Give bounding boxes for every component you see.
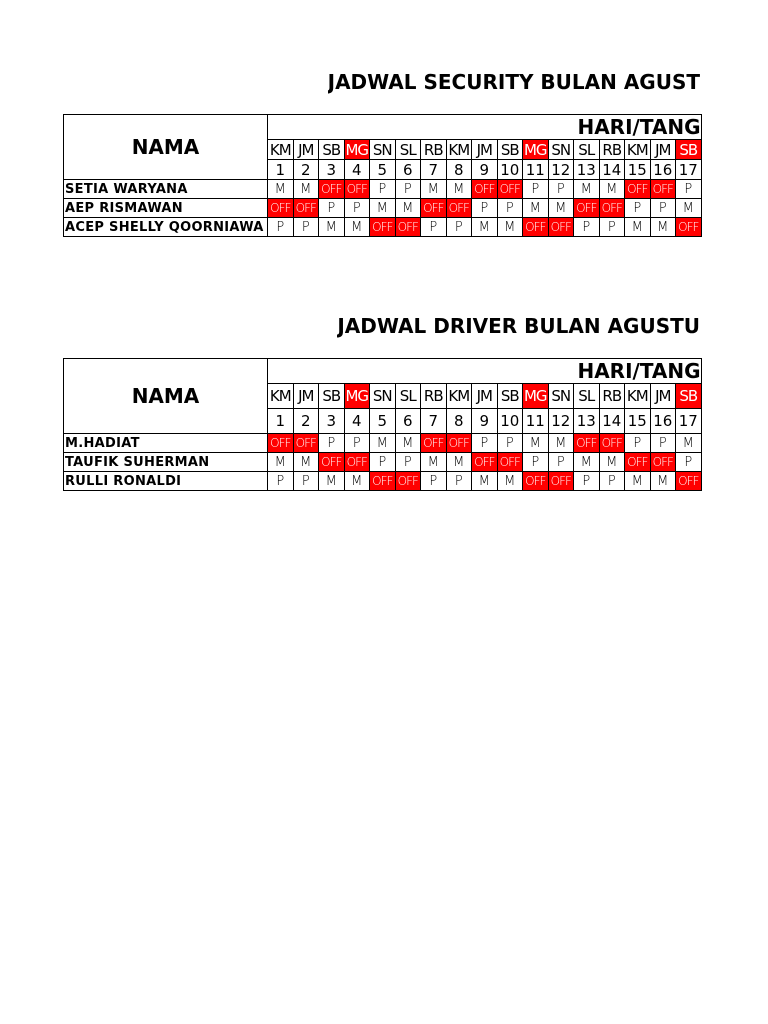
day-name-cell: SB (319, 140, 345, 160)
shift-cell: P (497, 199, 523, 218)
shift-cell: M (370, 434, 396, 453)
driver-schedule-title: JADWAL DRIVER BULAN AGUSTU (337, 314, 700, 338)
date-number-cell: 15 (625, 160, 651, 180)
date-number-cell: 1 (268, 409, 294, 434)
shift-cell: OFF (344, 453, 370, 472)
shift-cell: P (319, 199, 345, 218)
shift-cell: P (650, 199, 676, 218)
day-name-cell: SN (370, 140, 396, 160)
shift-cell: M (421, 180, 447, 199)
shift-cell: M (676, 199, 702, 218)
shift-cell: OFF (625, 180, 651, 199)
shift-cell: P (472, 434, 498, 453)
day-name-cell: JM (472, 140, 498, 160)
table-row (64, 199, 702, 218)
date-number-cell: 2 (293, 409, 319, 434)
shift-cell: OFF (446, 199, 472, 218)
date-number-cell: 5 (370, 409, 396, 434)
shift-cell: OFF (395, 472, 421, 491)
shift-cell: M (497, 218, 523, 237)
day-name-cell: KM (446, 384, 472, 409)
shift-cell: OFF (421, 434, 447, 453)
date-number-cell: 4 (344, 160, 370, 180)
date-number-cell: 16 (650, 409, 676, 434)
shift-cell: M (574, 180, 600, 199)
date-number-cell: 7 (421, 160, 447, 180)
shift-cell: M (268, 453, 294, 472)
staff-name-cell: RULLI RONALDI (64, 472, 268, 491)
shift-cell: OFF (344, 180, 370, 199)
shift-cell: P (344, 434, 370, 453)
shift-cell: OFF (472, 453, 498, 472)
shift-cell: OFF (446, 434, 472, 453)
date-number-cell: 11 (523, 409, 549, 434)
date-number-cell: 10 (497, 160, 523, 180)
shift-cell: OFF (599, 199, 625, 218)
date-number-cell: 14 (599, 160, 625, 180)
shift-cell: OFF (293, 199, 319, 218)
shift-cell: P (472, 199, 498, 218)
day-name-cell: JM (293, 140, 319, 160)
day-name-cell: SB (497, 384, 523, 409)
shift-cell: P (676, 453, 702, 472)
shift-cell: P (548, 180, 574, 199)
shift-cell: P (574, 218, 600, 237)
shift-cell: OFF (319, 180, 345, 199)
day-name-cell: SL (395, 384, 421, 409)
day-name-cell: JM (293, 384, 319, 409)
staff-name-cell: AEP RISMAWAN (64, 199, 268, 218)
staff-name-cell: SETIA WARYANA (64, 180, 268, 199)
nama-header: NAMA (64, 359, 268, 434)
shift-cell: P (599, 218, 625, 237)
table-row (64, 180, 702, 199)
date-number-cell: 8 (446, 160, 472, 180)
shift-cell: OFF (574, 199, 600, 218)
day-name-cell: SL (574, 140, 600, 160)
hari-tanggal-header: HARI/TANG (268, 359, 702, 384)
shift-cell: M (421, 453, 447, 472)
day-name-cell: MG (344, 384, 370, 409)
shift-cell: OFF (523, 218, 549, 237)
shift-cell: P (370, 180, 396, 199)
date-number-cell: 14 (599, 409, 625, 434)
shift-cell: P (395, 453, 421, 472)
day-name-cell: RB (421, 384, 447, 409)
staff-name-cell: ACEP SHELLY QOORNIAWA (64, 218, 268, 237)
shift-cell: P (370, 453, 396, 472)
table-row (64, 218, 702, 237)
shift-cell: P (523, 453, 549, 472)
shift-cell: M (293, 180, 319, 199)
day-name-cell: SN (548, 140, 574, 160)
date-number-cell: 17 (676, 160, 702, 180)
shift-cell: M (599, 180, 625, 199)
shift-cell: P (395, 180, 421, 199)
day-name-cell: JM (650, 384, 676, 409)
date-number-cell: 13 (574, 409, 600, 434)
shift-cell: OFF (574, 434, 600, 453)
staff-name-cell: TAUFIK SUHERMAN (64, 453, 268, 472)
shift-cell: M (446, 453, 472, 472)
shift-cell: P (268, 218, 294, 237)
date-number-cell: 6 (395, 409, 421, 434)
day-name-cell: KM (625, 384, 651, 409)
shift-cell: OFF (625, 453, 651, 472)
shift-cell: P (676, 180, 702, 199)
shift-cell: OFF (319, 453, 345, 472)
shift-cell: P (497, 434, 523, 453)
date-number-cell: 7 (421, 409, 447, 434)
shift-cell: P (523, 180, 549, 199)
shift-cell: M (523, 199, 549, 218)
shift-cell: M (293, 453, 319, 472)
date-number-cell: 15 (625, 409, 651, 434)
shift-cell: OFF (268, 434, 294, 453)
shift-cell: OFF (395, 218, 421, 237)
shift-cell: OFF (370, 218, 396, 237)
hari-tanggal-header: HARI/TANG (268, 115, 702, 140)
shift-cell: M (650, 218, 676, 237)
day-name-cell: RB (599, 140, 625, 160)
shift-cell: P (446, 218, 472, 237)
date-number-cell: 5 (370, 160, 396, 180)
shift-cell: M (344, 472, 370, 491)
shift-cell: M (599, 453, 625, 472)
shift-cell: OFF (548, 218, 574, 237)
day-name-cell: RB (599, 384, 625, 409)
date-number-cell: 9 (472, 409, 498, 434)
day-name-cell: SN (370, 384, 396, 409)
date-number-cell: 1 (268, 160, 294, 180)
shift-cell: M (650, 472, 676, 491)
date-number-cell: 3 (319, 160, 345, 180)
shift-cell: P (319, 434, 345, 453)
staff-name-cell: M.HADIAT (64, 434, 268, 453)
shift-cell: P (344, 199, 370, 218)
date-number-cell: 16 (650, 160, 676, 180)
shift-cell: P (446, 472, 472, 491)
shift-cell: OFF (523, 472, 549, 491)
shift-cell: P (293, 472, 319, 491)
day-name-cell: MG (523, 384, 549, 409)
day-name-cell: SB (676, 384, 702, 409)
date-number-cell: 3 (319, 409, 345, 434)
shift-cell: P (421, 472, 447, 491)
shift-cell: OFF (421, 199, 447, 218)
shift-cell: OFF (268, 199, 294, 218)
date-number-cell: 9 (472, 160, 498, 180)
security-schedule-title: JADWAL SECURITY BULAN AGUST (327, 70, 700, 94)
shift-cell: M (497, 472, 523, 491)
shift-cell: OFF (497, 453, 523, 472)
shift-cell: M (625, 472, 651, 491)
shift-cell: OFF (497, 180, 523, 199)
day-name-cell: KM (268, 384, 294, 409)
shift-cell: OFF (650, 453, 676, 472)
shift-cell: M (548, 434, 574, 453)
shift-cell: OFF (293, 434, 319, 453)
shift-cell: M (472, 218, 498, 237)
shift-cell: P (574, 472, 600, 491)
shift-cell: M (676, 434, 702, 453)
shift-cell: M (268, 180, 294, 199)
shift-cell: OFF (472, 180, 498, 199)
nama-header: NAMA (64, 115, 268, 180)
shift-cell: OFF (548, 472, 574, 491)
shift-cell: OFF (676, 472, 702, 491)
day-name-cell: MG (523, 140, 547, 159)
date-number-cell: 10 (497, 409, 523, 434)
day-name-cell: KM (625, 140, 651, 160)
day-name-cell: JM (650, 140, 676, 160)
shift-cell: M (625, 218, 651, 237)
shift-cell: M (446, 180, 472, 199)
day-name-cell: SL (395, 140, 421, 160)
date-number-cell: 11 (523, 160, 549, 180)
table-row (64, 472, 702, 491)
shift-cell: M (319, 472, 345, 491)
day-name-cell: JM (472, 384, 498, 409)
day-name-cell: SB (497, 140, 523, 160)
date-number-cell: 12 (548, 409, 574, 434)
shift-cell: P (293, 218, 319, 237)
shift-cell: P (548, 453, 574, 472)
shift-cell: OFF (650, 180, 676, 199)
table-row (64, 453, 702, 472)
day-name-cell: SN (548, 384, 574, 409)
shift-cell: M (395, 199, 421, 218)
date-number-cell: 6 (395, 160, 421, 180)
day-name-cell: SL (574, 384, 600, 409)
shift-cell: P (650, 434, 676, 453)
date-number-cell: 8 (446, 409, 472, 434)
date-number-cell: 4 (344, 409, 370, 434)
shift-cell: P (625, 434, 651, 453)
day-name-cell: SB (319, 384, 345, 409)
shift-cell: P (625, 199, 651, 218)
shift-cell: P (599, 472, 625, 491)
security-schedule-table (63, 114, 702, 237)
day-name-cell: RB (421, 140, 447, 160)
day-name-cell: SB (676, 140, 702, 160)
shift-cell: OFF (599, 434, 625, 453)
driver-schedule-table (63, 358, 702, 491)
shift-cell: P (421, 218, 447, 237)
shift-cell: M (523, 434, 549, 453)
day-name-cell: KM (268, 140, 294, 160)
table-row (64, 434, 702, 453)
shift-cell: OFF (676, 218, 702, 237)
date-number-cell: 12 (548, 160, 574, 180)
shift-cell: OFF (370, 472, 396, 491)
day-name-cell: KM (446, 140, 472, 160)
shift-cell: M (319, 218, 345, 237)
shift-cell: M (548, 199, 574, 218)
date-number-cell: 13 (574, 160, 600, 180)
date-number-cell: 17 (676, 409, 702, 434)
shift-cell: M (395, 434, 421, 453)
date-number-cell: 2 (293, 160, 319, 180)
day-name-cell: MG (345, 140, 369, 159)
shift-cell: M (344, 218, 370, 237)
shift-cell: P (268, 472, 294, 491)
shift-cell: M (574, 453, 600, 472)
shift-cell: M (472, 472, 498, 491)
shift-cell: M (370, 199, 396, 218)
